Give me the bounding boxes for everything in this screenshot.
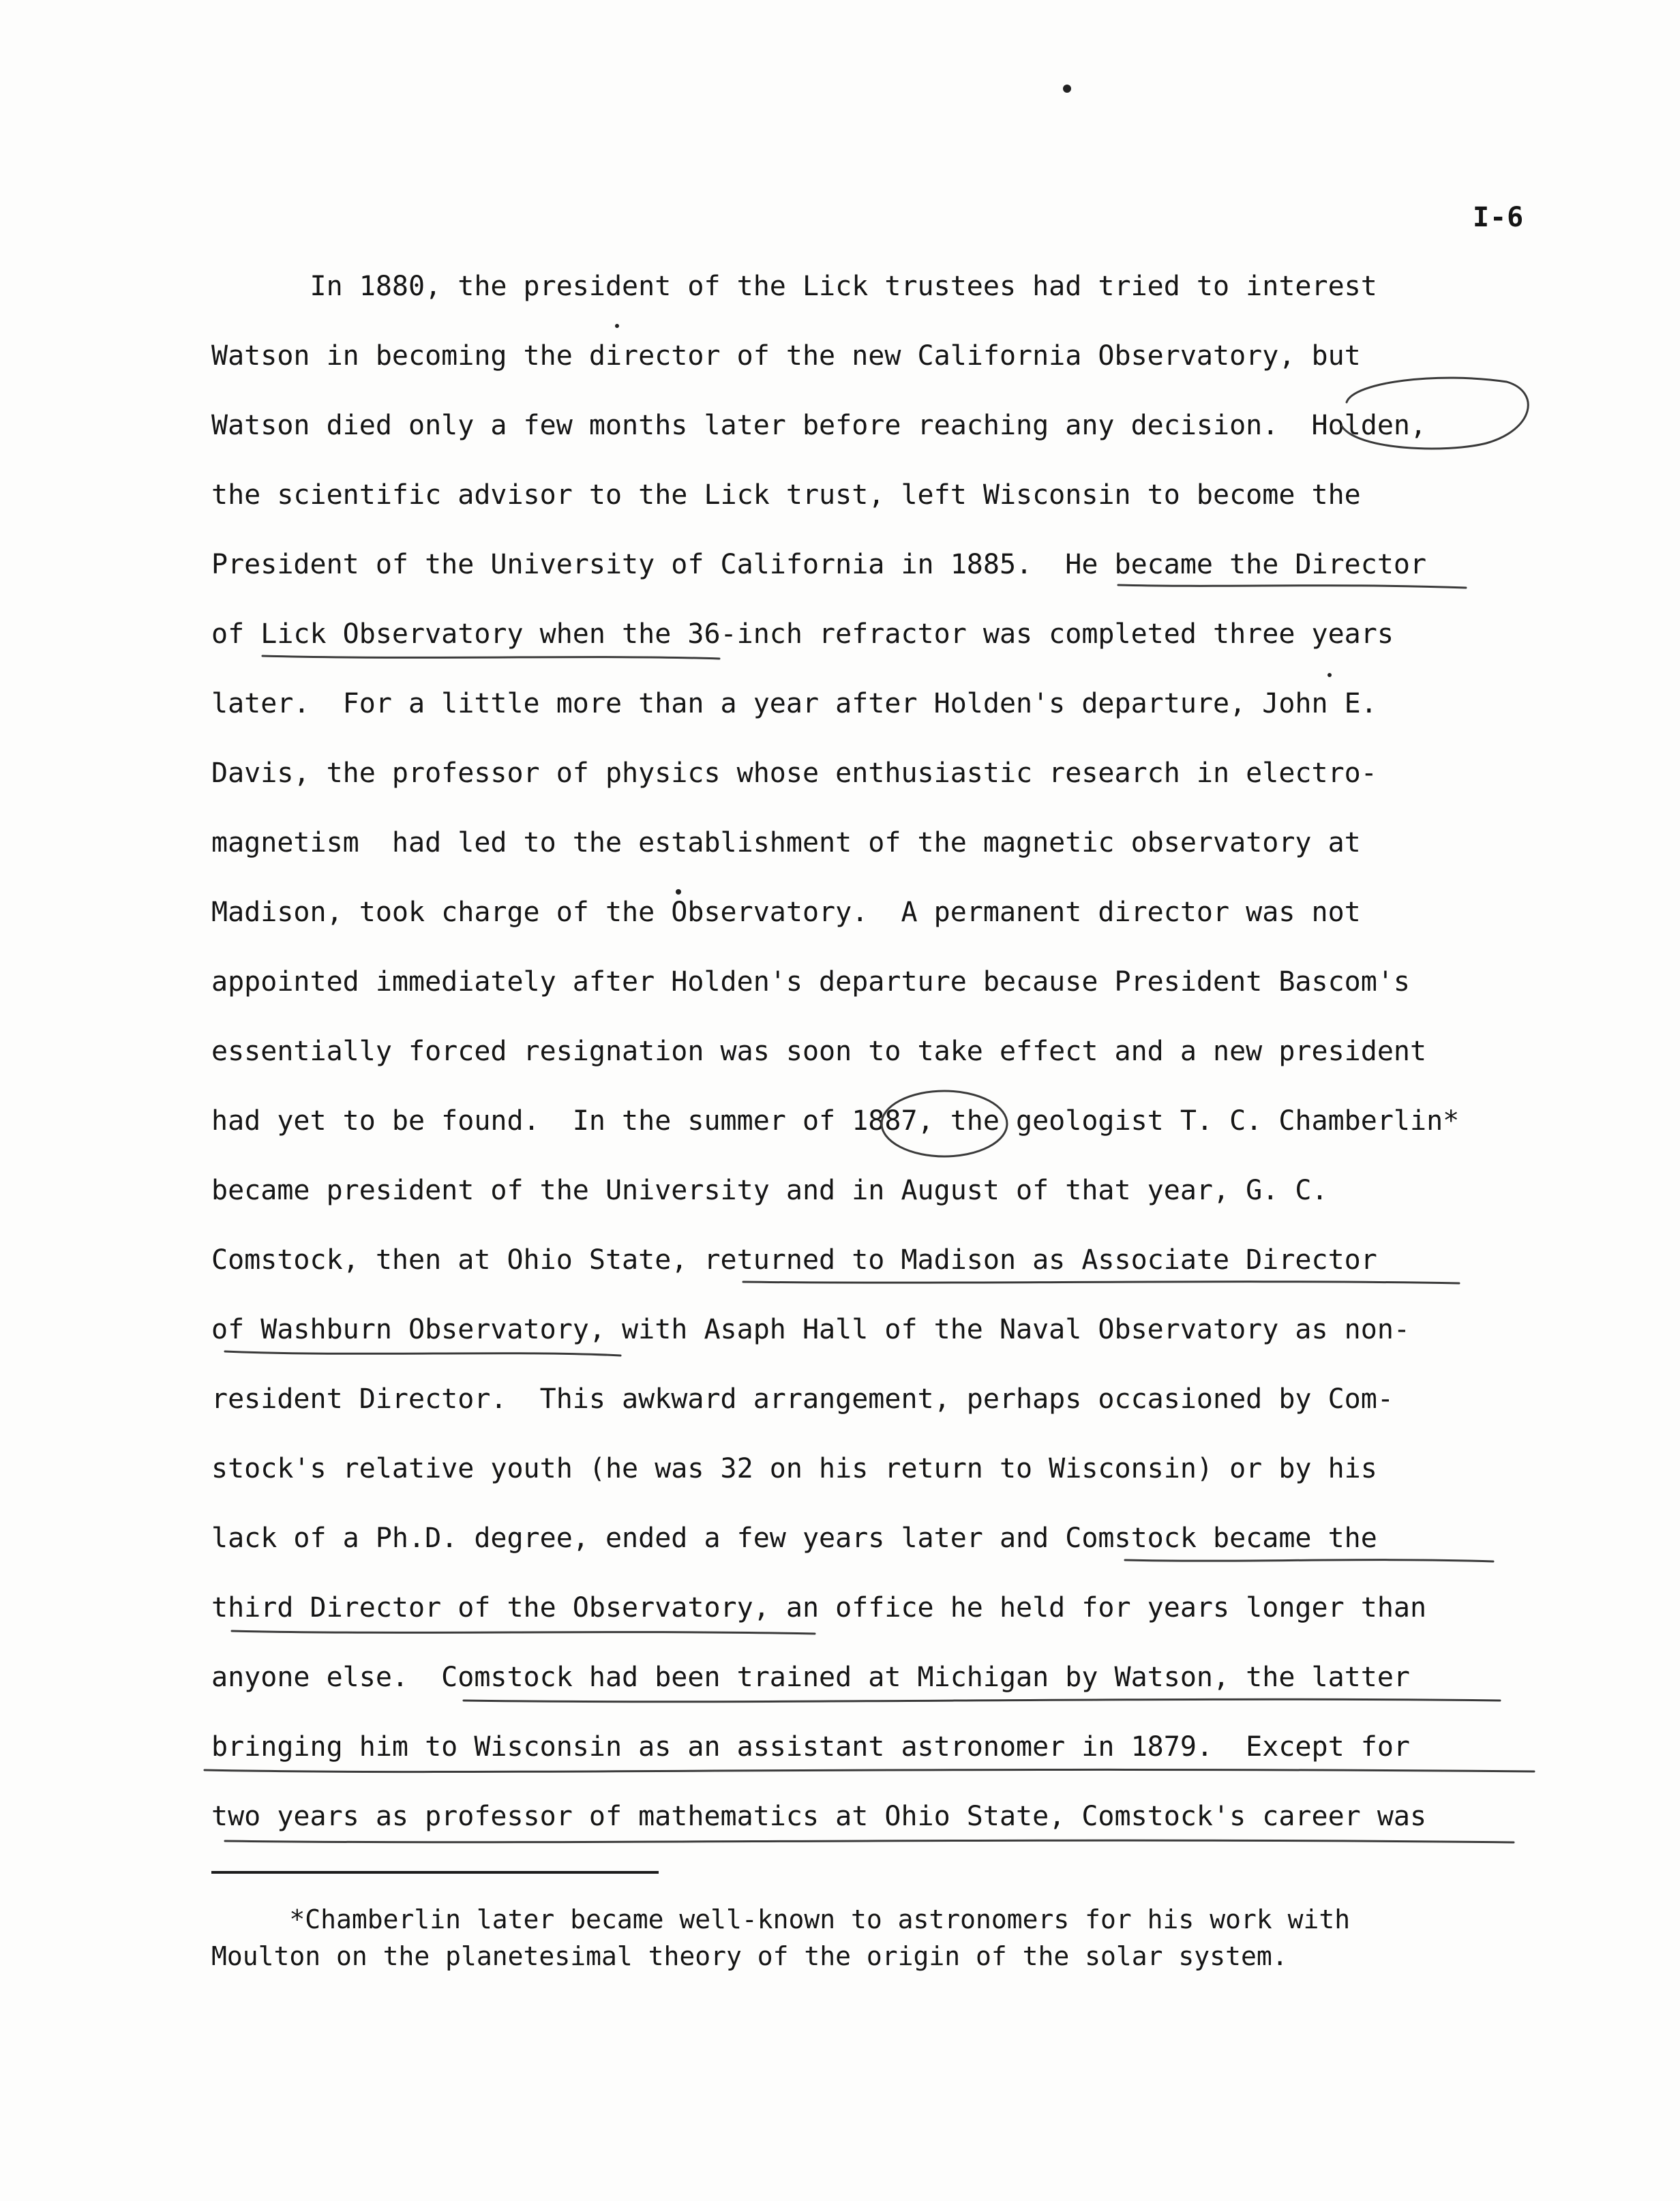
underline-director <box>1118 585 1466 588</box>
ink-speck <box>676 889 681 895</box>
body-line: Davis, the professor of physics whose enthusiastic research in electro- <box>211 758 1377 789</box>
body-line: bringing him to Wisconsin as an assistant astronomer in 1879. Except for <box>211 1731 1410 1763</box>
underline-bringing-him <box>205 1769 1534 1771</box>
body-line: became president of the University and in August of that year, G. C. <box>211 1175 1328 1206</box>
body-line: had yet to be found. In the summer of 1887, the geologist T. C. Chamberlin* <box>211 1105 1460 1137</box>
body-line: resident Director. This awkward arrangement, perhaps occasioned by Com- <box>211 1383 1394 1415</box>
footnote-line: Moulton on the planetesimal theory of the origin of the solar system. <box>211 1941 1288 1971</box>
underline-washburn <box>225 1351 620 1356</box>
body-line: Watson died only a few months later before reaching any decision. Holden, <box>211 410 1427 441</box>
page-number: I-6 <box>1473 202 1525 233</box>
body-line: magnetism had led to the establishment of the magnetic observatory at <box>211 827 1361 858</box>
body-line: In 1880, the president of the Lick trustees had tried to interest <box>211 271 1377 302</box>
body-line: lack of a Ph.D. degree, ended a few years later and Comstock became the <box>211 1523 1377 1554</box>
ink-speck <box>1328 673 1332 677</box>
underline-comstock-became <box>1125 1560 1493 1561</box>
body-line: of Lick Observatory when the 36-inch refractor was completed three years <box>211 618 1394 650</box>
body-line: Madison, took charge of the Observatory. A permanent director was not <box>211 897 1361 928</box>
underline-associate-director <box>743 1282 1459 1283</box>
body-line: Comstock, then at Ohio State, returned to Madison as Associate Director <box>211 1244 1377 1276</box>
body-line: third Director of the Observatory, an office he held for years longer than <box>211 1592 1427 1623</box>
footnote-rule <box>211 1871 659 1874</box>
underline-two-years <box>225 1840 1514 1842</box>
body-line: essentially forced resignation was soon to take effect and a new president <box>211 1036 1427 1067</box>
body-line: anyone else. Comstock had been trained at Michigan by Watson, the latter <box>211 1662 1410 1693</box>
body-line: appointed immediately after Holden's departure because President Bascom's <box>211 966 1410 998</box>
underline-third-director <box>232 1631 815 1634</box>
underline-trained-michigan <box>464 1699 1500 1701</box>
body-line: President of the University of California in 1885. He became the Director <box>211 549 1427 580</box>
body-line: of Washburn Observatory, with Asaph Hall of the Naval Observatory as non- <box>211 1314 1410 1345</box>
body-line: later. For a little more than a year after Holden's departure, John E. <box>211 688 1377 719</box>
ink-speck <box>615 324 619 328</box>
body-line: two years as professor of mathematics at Ohio State, Comstock's career was <box>211 1801 1427 1832</box>
footnote-line: *Chamberlin later became well-known to astronomers for his work with <box>211 1904 1351 1934</box>
body-line: Watson in becoming the director of the new California Observatory, but <box>211 340 1361 372</box>
ink-speck <box>1063 85 1071 93</box>
underline-lick-observatory <box>262 656 719 659</box>
body-line: the scientific advisor to the Lick trust, left Wisconsin to become the <box>211 479 1361 511</box>
body-line: stock's relative youth (he was 32 on his return to Wisconsin) or by his <box>211 1453 1377 1484</box>
